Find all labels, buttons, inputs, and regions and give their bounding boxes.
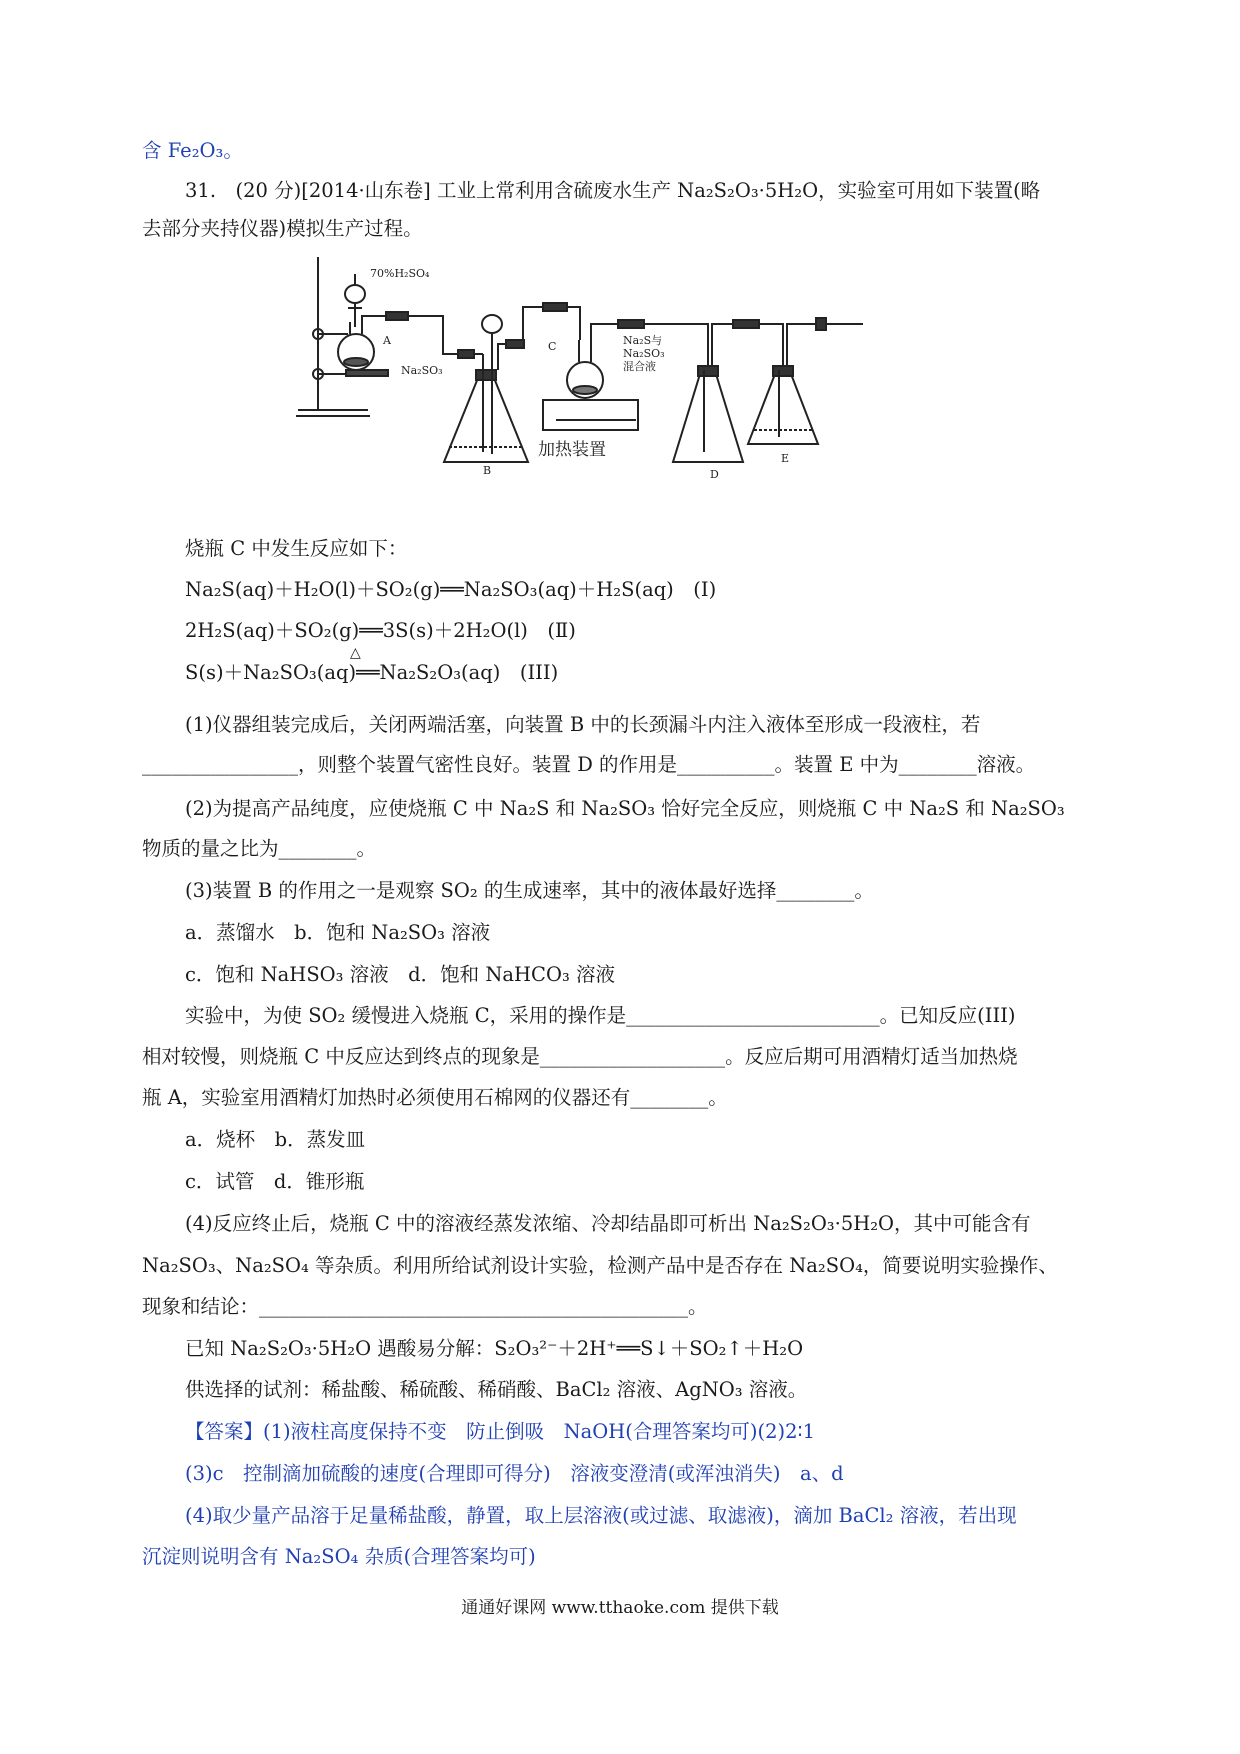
q1-line2: ________________，则整个装置气密性良好。装置 D 的作用是__________。装置 E 中为________溶液。 (142, 753, 1036, 776)
reaction-1: Na₂S(aq)＋H₂O(l)＋SO₂(g)══Na₂SO₃(aq)＋H₂S(aq) (Ⅰ) (185, 578, 717, 601)
label-h2so4: 70%H₂SO₄ (370, 267, 430, 280)
question-31-stem-line2: 去部分夹持仪器)模拟生产过程。 (142, 217, 423, 240)
label-e: E (781, 452, 790, 465)
apparatus-figure (338, 267, 868, 481)
answer-line3: (4)取少量产品溶于足量稀盐酸，静置，取上层溶液(或过滤、取滤液)，滴加 BaCl₂ 溶液，若出现 (185, 1504, 1017, 1527)
reagent-list: 供选择的试剂：稀盐酸、稀硫酸、稀硝酸、BaCl₂ 溶液、AgNO₃ 溶液。 (185, 1378, 808, 1401)
prev-answer-tail: 含 Fe₂O₃。 (142, 139, 243, 162)
reaction-2: 2H₂S(aq)＋SO₂(g)══3S(s)＋2H₂O(l) (Ⅱ) (185, 619, 576, 642)
q3-line2: 实验中，为使 SO₂ 缓慢进入烧瓶 C，采用的操作是__________________________。已知反应(III) (185, 1004, 1016, 1027)
label-mix3: 混合液 (623, 360, 656, 373)
q3-line3: 相对较慢，则烧瓶 C 中反应达到终点的现象是___________________。反应后期可用酒精灯适当加热烧 (142, 1045, 1018, 1068)
decomposition-note: 已知 Na₂S₂O₃·5H₂O 遇酸易分解：S₂O₃²⁻＋2H⁺══S↓＋SO₂↑＋H₂O (185, 1337, 804, 1360)
q4-line2: Na₂SO₃、Na₂SO₄ 等杂质。利用所给试剂设计实验，检测产品中是否存在 Na₂SO₄，简要说明实验操作、 (142, 1254, 1058, 1277)
heat-condition-symbol: △ (350, 645, 361, 661)
label-a: A (383, 334, 391, 347)
q3-line4: 瓶 A，实验室用酒精灯加热时必须使用石棉网的仪器还有________。 (142, 1086, 728, 1109)
question-31-stem-line1: 31. (20 分)[2014·山东卷] 工业上常利用含硫废水生产 Na₂S₂O₃·5H₂O，实验室可用如下装置(略 (185, 179, 1041, 202)
q3-option2-cd: c．试管 d．锥形瓶 (185, 1170, 365, 1193)
label-heating-device: 加热装置 (538, 440, 606, 460)
reaction-3: S(s)＋Na₂SO₃(aq)══Na₂S₂O₃(aq) (III) (185, 661, 559, 684)
answer-line4: 沉淀则说明含有 Na₂SO₄ 杂质(合理答案均可) (142, 1545, 536, 1568)
q3-option-ab: a．蒸馏水 b．饱和 Na₂SO₃ 溶液 (185, 921, 491, 944)
q3-option-cd: c．饱和 NaHSO₃ 溶液 d．饱和 NaHCO₃ 溶液 (185, 963, 615, 986)
footer-source: 通通好课网 www.tthaoke.com 提供下载 (461, 1598, 779, 1618)
q1-line1: (1)仪器组装完成后，关闭两端活塞，向装置 B 中的长颈漏斗内注入液体至形成一段液柱，若 (185, 713, 981, 736)
q3-option2-ab: a．烧杯 b．蒸发皿 (185, 1128, 366, 1151)
reaction-intro: 烧瓶 C 中发生反应如下： (185, 537, 408, 560)
label-mix1: Na₂S与 (623, 334, 663, 347)
q2-line2: 物质的量之比为________。 (142, 837, 377, 860)
answer-line1: 【答案】(1)液柱高度保持不变 防止倒吸 NaOH(合理答案均可)(2)2∶1 (185, 1420, 816, 1443)
label-mix2: Na₂SO₃ (623, 347, 665, 360)
label-d: D (710, 468, 719, 481)
answer-line2: (3)c 控制滴加硫酸的速度(合理即可得分) 溶液变澄清(或浑浊消失) a、d (185, 1462, 844, 1485)
q4-line1: (4)反应终止后，烧瓶 C 中的溶液经蒸发浓缩、冷却结晶即可析出 Na₂S₂O₃·5H₂O，其中可能含有 (185, 1212, 1031, 1235)
q4-line3: 现象和结论：____________________________________________。 (142, 1295, 708, 1318)
q2-line1: (2)为提高产品纯度，应使烧瓶 C 中 Na₂S 和 Na₂SO₃ 恰好完全反应，则烧瓶 C 中 Na₂S 和 Na₂SO₃ (185, 797, 1065, 820)
label-na2so3: Na₂SO₃ (401, 364, 443, 377)
q3-line1: (3)装置 B 的作用之一是观察 SO₂ 的生成速率，其中的液体最好选择________。 (185, 879, 874, 902)
label-b: B (483, 464, 492, 477)
label-c: C (548, 340, 557, 353)
